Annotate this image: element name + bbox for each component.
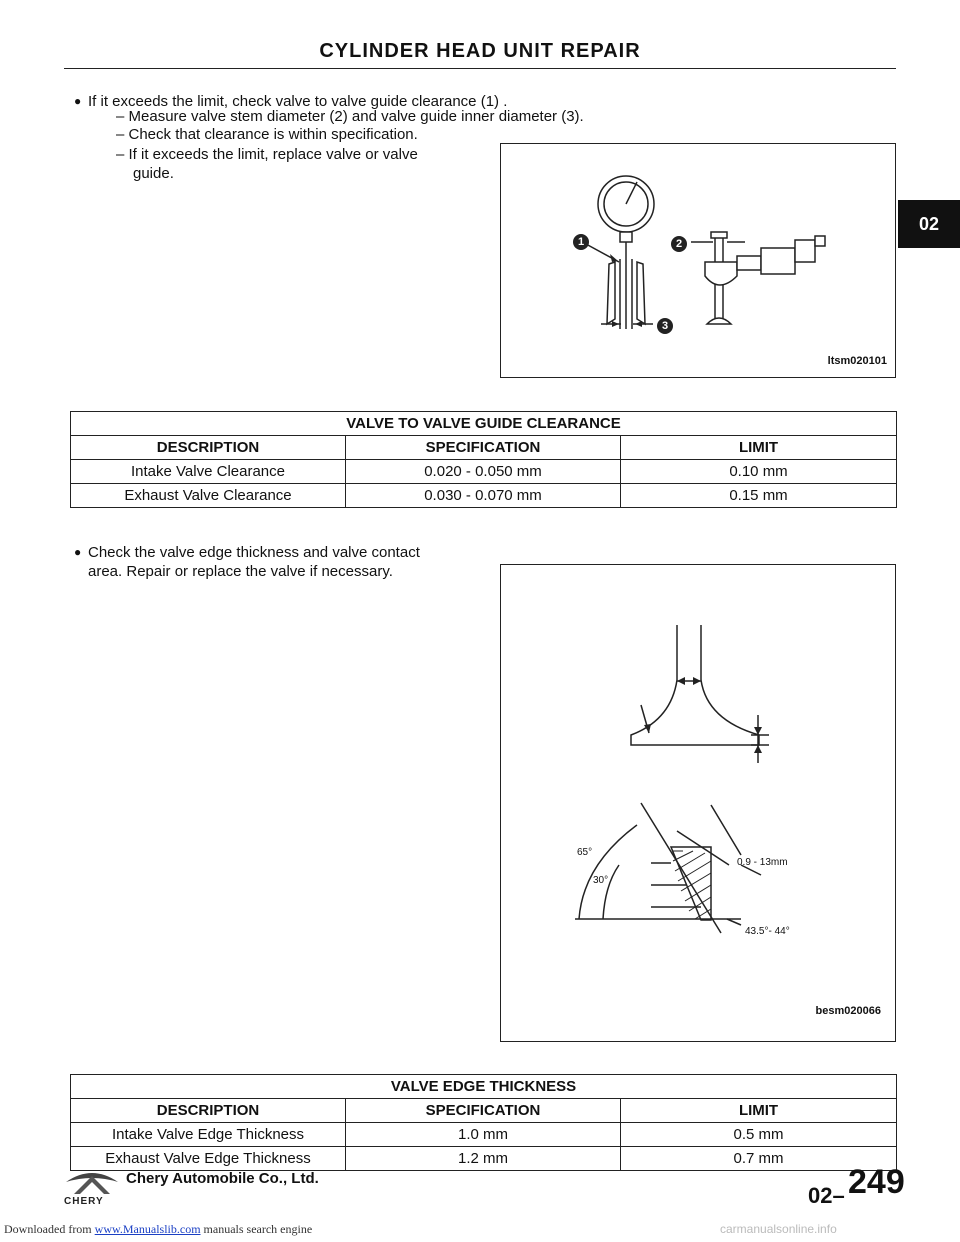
table-cell: 1.2 mm [346,1147,621,1171]
manualslib-link[interactable]: www.Manualslib.com [94,1222,201,1236]
edge-thickness-table [70,1074,897,1171]
page-number: 249 [848,1163,905,1201]
table-cell: 0.15 mm [621,484,897,508]
table-cell: Exhaust Valve Edge Thickness [71,1147,346,1171]
callout-3: 3 [657,318,673,334]
logo-text: CHERY [64,1196,104,1207]
column-header: LIMIT [621,436,897,460]
table-cell: 1.0 mm [346,1123,621,1147]
callout-1: 1 [573,234,589,250]
figure-dial-gauge [500,143,896,378]
page-title: CYLINDER HEAD UNIT REPAIR [319,40,641,62]
column-header: SPECIFICATION [346,436,621,460]
table-cell: Intake Valve Edge Thickness [71,1123,346,1147]
figure-valve-edge [500,564,896,1042]
table-row [71,460,897,484]
bullet-icon: ● [74,94,82,108]
download-suffix: manuals search engine [200,1222,313,1236]
table-cell: 0.020 - 0.050 mm [346,460,621,484]
instruction-sub-2: – Check that clearance is within specification. [116,126,418,143]
page-prefix: 02– [808,1183,845,1208]
instruction-bullet-2-cont: area. Repair or replace the valve if necessary. [88,563,393,580]
instruction-sub-3: – If it exceeds the limit, replace valve or valve [116,146,418,163]
watermark: carmanualsonline.info [720,1222,837,1236]
instruction-sub-3-cont: guide. [133,165,174,182]
table-title: VALVE EDGE THICKNESS [71,1075,897,1099]
instruction-sub-1: – Measure valve stem diameter (2) and valve guide inner diameter (3). [116,108,584,125]
margin-dimension-label: 0.9 - 13mm [737,857,788,868]
table-row [71,1123,897,1147]
title-divider [64,68,896,69]
column-header: DESCRIPTION [71,1099,346,1123]
instruction-bullet-2: Check the valve edge thickness and valve contact [88,544,420,561]
table-cell: 0.10 mm [621,460,897,484]
table-row [71,1147,897,1171]
seat-angle-label: 43.5°- 44° [745,926,790,937]
table-cell: 0.7 mm [621,1147,897,1171]
column-header: LIMIT [621,1099,897,1123]
table-cell: Exhaust Valve Clearance [71,484,346,508]
figure-code: ltsm020101 [827,355,887,367]
footer-company: Chery Automobile Co., Ltd. [126,1170,319,1187]
table-title: VALVE TO VALVE GUIDE CLEARANCE [71,412,897,436]
figure-code: besm020066 [815,1005,881,1017]
column-header: SPECIFICATION [346,1099,621,1123]
download-notice [4,1222,312,1237]
instruction-bullet-1: If it exceeds the limit, check valve to valve guide clearance (1) . [88,93,508,110]
clearance-table [70,411,897,508]
valve-edge-illustration [501,565,895,1041]
angle-65-label: 65° [577,847,593,858]
chery-logo [60,1168,124,1210]
download-prefix: Downloaded from [4,1222,95,1236]
table-row [71,484,897,508]
column-header: DESCRIPTION [71,436,346,460]
section-tab[interactable]: 02 [898,200,960,248]
dial-gauge-illustration [501,144,895,377]
table-cell: 0.030 - 0.070 mm [346,484,621,508]
callout-2: 2 [671,236,687,252]
bullet-icon: ● [74,545,82,559]
table-cell: Intake Valve Clearance [71,460,346,484]
angle-30-label: 30° [593,875,609,886]
table-cell: 0.5 mm [621,1123,897,1147]
